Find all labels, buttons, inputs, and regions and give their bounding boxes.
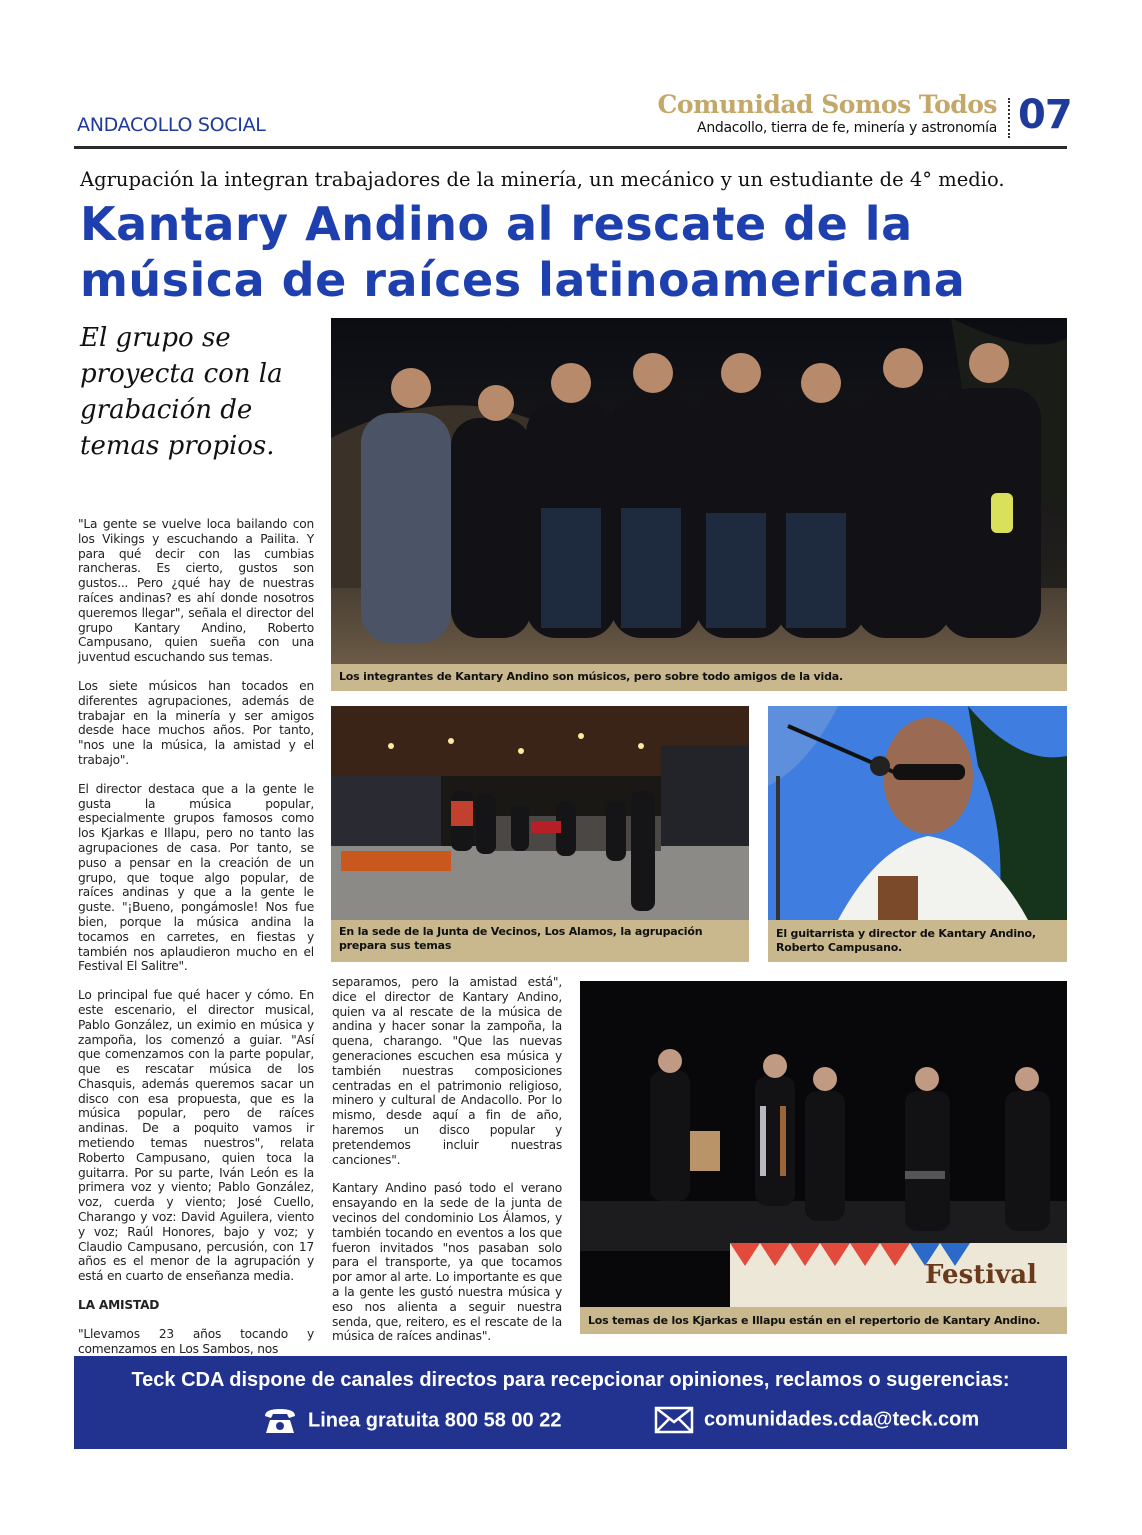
paragraph: separamos, pero la amistad está", dice el director de Kantary Andino, quien va al rescate de la música de andina y hacer sonar la zampoña, la quena, charango. "Que las nuevas generaciones escuchen esa música y también nuestras composiciones centradas en el patrimonio religioso, minero y cultural de Andacollo. Por lo mismo, desde aquí a fin de año, haremos un disco popular y pretendemos incluir nuestras canciones". <box>332 975 562 1167</box>
subheading-la-amistad: LA AMISTAD <box>78 1298 160 1313</box>
header-rule <box>74 146 1067 149</box>
paragraph: Kantary Andino pasó todo el verano ensayando en la sede de la junta de vecinos del condominio Los Álamos, y también tocando en eventos a los que fueron invitados "nos pasaban solo para el transporte, ya que tocamos por amor al arte. Lo importante es que a la gente les gustó nuestra música y eso nos alienta a seguir nuestra senda, que, reitero, es el rescate de la música de raíces andinas". <box>332 1181 562 1344</box>
rehearsal-photo-caption: En la sede de la Junta de Vecinos, Los Alamos, la agrupación prepara sus temas <box>331 920 749 962</box>
section-label: ANDACOLLO SOCIAL <box>77 114 266 136</box>
director-photo <box>768 706 1067 920</box>
footer-phone-label: Linea gratuita 800 58 00 22 <box>308 1409 562 1432</box>
stage-banner-text: Festival <box>925 1260 1037 1290</box>
paragraph: Los siete músicos han tocados en diferentes agrupaciones, además de trabajar en la minería y ser amigos desde hace muchos años. Por tanto, "nos une la música, la amistad y el trabajo". <box>78 678 314 767</box>
page-number: 07 <box>1018 92 1072 138</box>
masthead-subtitle: Andacollo, tierra de fe, minería y astronomía <box>697 120 997 136</box>
rehearsal-photo <box>331 706 749 920</box>
footer-title: Teck CDA dispone de canales directos para recepcionar opiniones, reclamos o sugerencias: <box>131 1369 1010 1391</box>
footer-banner <box>74 1356 1067 1449</box>
headline-line-1: Kantary Andino al rescate de la <box>80 197 913 251</box>
article-column-1 <box>78 517 314 1356</box>
masthead-title: Comunidad Somos Todos <box>657 90 997 119</box>
stage-photo-caption: Los temas de los Kjarkas e Illapu están en el repertorio de Kantary Andino. <box>580 1307 1067 1334</box>
paragraph: "Llevamos 23 años tocando y comenzamos en Los Sambos, nos <box>78 1326 314 1356</box>
footer-email-address: comunidades.cda@teck.com <box>704 1408 980 1431</box>
paragraph: "La gente se vuelve loca bailando con los Vikings y escuchando a Pailita. Y para qué decir con las cumbias rancheras. Es cierto, gustos son gustos... Pero ¿qué hay de nuestras raíces andinas? es ahí donde nosotros queremos llegar", señala el director del grupo Kantary Andino, Roberto Campusano, quien sueña con una juventud escuchando sus temas. <box>78 517 314 665</box>
page-number-separator <box>1008 98 1010 138</box>
article-deck: El grupo se proyecta con la grabación de temas propios. <box>80 323 283 461</box>
telephone-icon <box>262 1406 298 1436</box>
stage-photo <box>580 981 1067 1307</box>
footer-phone <box>262 1406 561 1436</box>
group-photo-caption: Los integrantes de Kantary Andino son músicos, pero sobre todo amigos de la vida. <box>331 664 1067 691</box>
envelope-icon <box>654 1406 694 1434</box>
headline-line-2: música de raíces latinoamericana <box>80 253 966 307</box>
article-headline <box>80 196 1070 308</box>
footer-email <box>654 1406 979 1434</box>
director-photo-caption: El guitarrista y director de Kantary Andino, Roberto Campusano. <box>768 920 1067 962</box>
group-photo <box>331 318 1067 664</box>
paragraph: Lo principal fue qué hacer y cómo. En este escenario, el director musical, Pablo González, un eximio en música y zampoña, los comenzó a guiar. "Así que comenzamos con la parte popular, que es rescatar música de los Chasquis, además queremos sacar un disco con esa propuesta, que es la música popular, pero de raíces andinas. De a poquito vamos ir metiendo temas nuestros", relata Roberto Campusano, quien toca la guitarra. Por su parte, Iván León es la primera voz y viento; Pablo González, voz, cuerda y viento; José Cuello, Charango y voz: David Aguilera, viento y voz; Raúl Honores, bajo y voz; y Claudio Campusano, percusión, con 17 años es el menor de la agrupación y está en cuarto de enseñanza media. <box>78 988 314 1284</box>
article-column-2 <box>332 975 562 1358</box>
paragraph: El director destaca que a la gente le gusta la música popular, especialmente grupos famosos como los Kjarkas e Illapu, pero no tanto las agrupaciones de casa. Por tanto, se puso a pensar en la creación de un grupo, que toque algo popular, de raíces andinas y que a la gente le guste. "¡Bueno, pongámosle! Nos fue bien, porque la música andina la tocamos en carretes, en fiestas y también nos aplaudieron mucho en el Festival El Salitre". <box>78 781 314 974</box>
article-kicker: Agrupación la integran trabajadores de la minería, un mecánico y un estudiante de 4° medio. <box>80 168 1005 191</box>
